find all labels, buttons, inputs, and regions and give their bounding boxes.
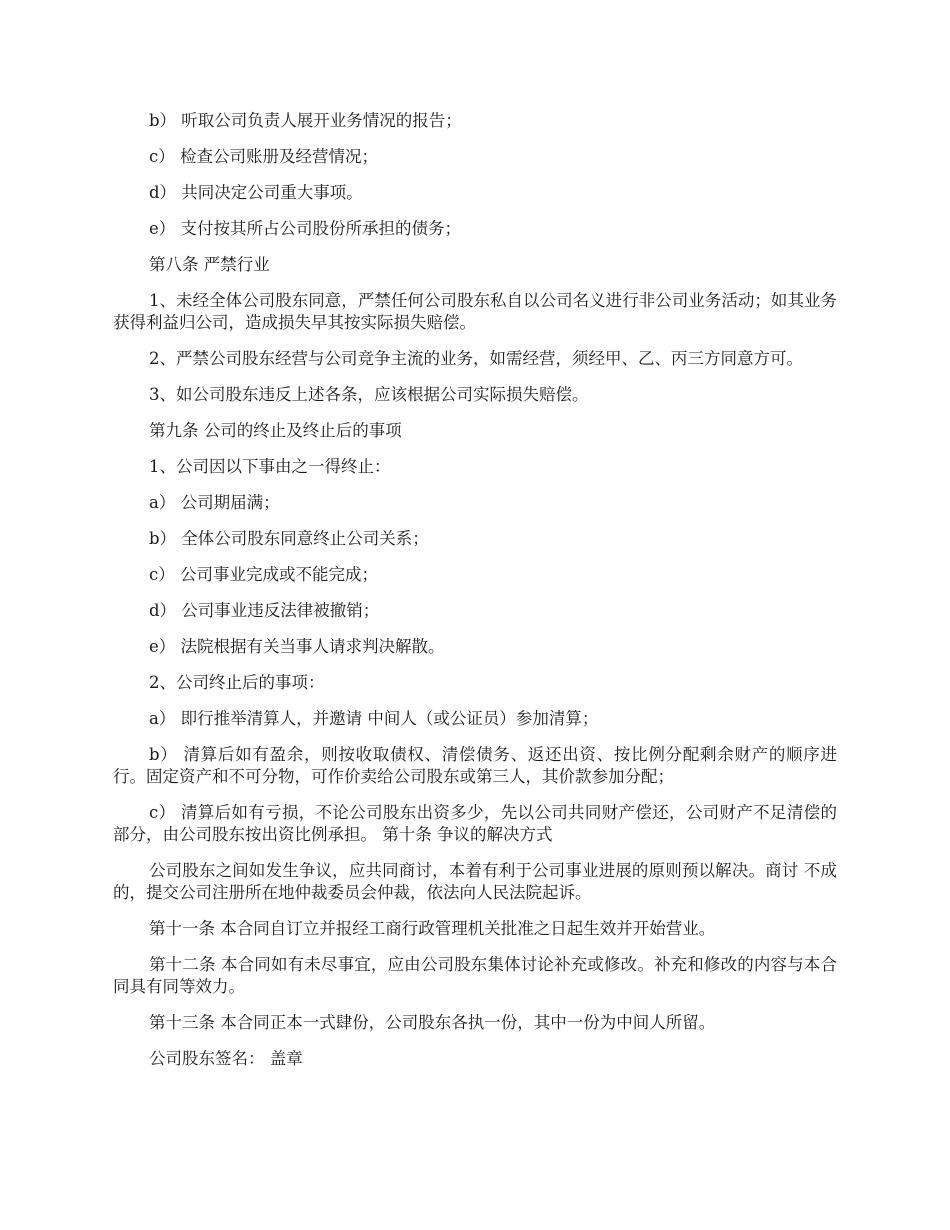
clause-item-e-debts: e） 支付按其所占公司股份所承担的债务； (149, 219, 462, 238)
termination-reason-e: e） 法院根据有关当事人请求判决解散。 (149, 637, 445, 656)
article-9-heading: 第九条 公司的终止及终止后的事项 (149, 421, 402, 440)
post-termination-b: b） 清算后如有盈余，则按收取债权、清偿债务、返还出资、按比例分配剩余财产的顺序进行。固定资产和不可分物，可作价卖给公司股东或第三人，其价款参加分配； (113, 745, 837, 786)
clause-item-b-report: b） 听取公司负责人展开业务情况的报告； (149, 111, 462, 130)
post-termination-c: c） 清算后如有亏损，不论公司股东出资多少，先以公司共同财产偿还，公司财产不足清偿的部分，由公司股东按出资比例承担。 第十条 争议的解决方式 (113, 803, 837, 844)
article-8-heading: 第八条 严禁行业 (149, 255, 270, 274)
termination-reason-a: a） 公司期届满； (149, 493, 280, 512)
article-11: 第十一条 本合同自订立并报经工商行政管理机关批准之日起生效并开始营业。 (149, 919, 716, 938)
termination-reason-b: b） 全体公司股东同意终止公司关系； (149, 529, 429, 548)
termination-reason-c: c） 公司事业完成或不能完成； (149, 565, 378, 584)
article-9-item-1: 1、公司因以下事由之一得终止： (149, 457, 391, 476)
article-13: 第十三条 本合同正本一式肆份，公司股东各执一份，其中一份为中间人所留。 (149, 1013, 716, 1032)
document-body (113, 110, 837, 1084)
signature-line: 公司股东签名： 盖章 (149, 1049, 303, 1068)
article-8-item-3: 3、如公司股东违反上述各条，应该根据公司实际损失赔偿。 (149, 385, 589, 404)
clause-item-c-inspect: c） 检查公司账册及经营情况； (149, 147, 378, 166)
article-9-item-2: 2、公司终止后的事项： (149, 673, 325, 692)
article-8-item-1: 1、未经全体公司股东同意，严禁任何公司股东私自以公司名义进行非公司业务活动；如其业务获得利益归公司，造成损失早其按实际损失赔偿。 (113, 291, 837, 332)
termination-reason-d: d） 公司事业违反法律被撤销； (149, 601, 380, 620)
article-10-body: 公司股东之间如发生争议，应共同商讨，本着有利于公司事业进展的原则预以解决。商讨 不成的，提交公司注册所在地仲裁委员会仲裁，依法向人民法院起诉。 (113, 861, 837, 902)
article-8-item-2: 2、严禁公司股东经营与公司竞争主流的业务，如需经营，须经甲、乙、丙三方同意方可。 (149, 349, 803, 368)
article-12: 第十二条 本合同如有未尽事宜，应由公司股东集体讨论补充或修改。补充和修改的内容与本合同具有同等效力。 (113, 955, 837, 996)
post-termination-a: a） 即行推举清算人，并邀请 中间人（或公证员）参加清算； (149, 709, 599, 728)
clause-item-d-decide: d） 共同决定公司重大事项。 (149, 183, 363, 202)
